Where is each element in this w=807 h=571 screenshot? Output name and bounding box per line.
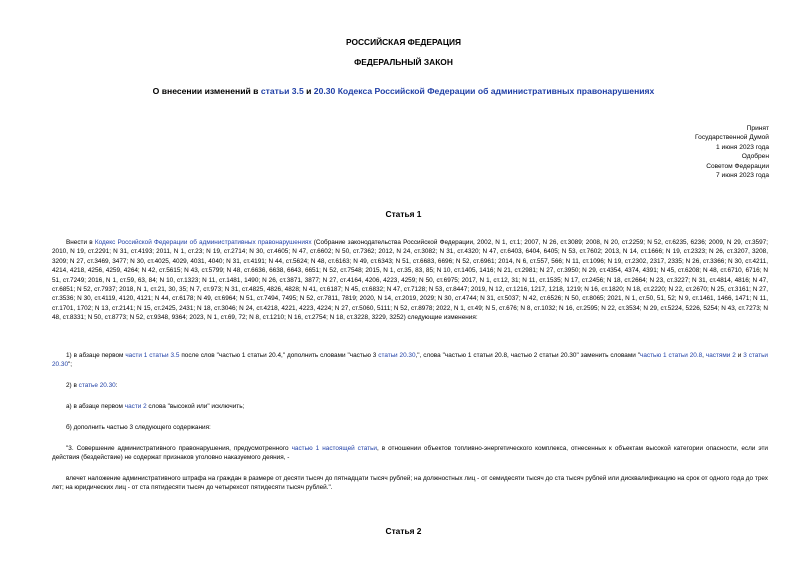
quote-post: , в отношении объектов топливно-энергетического комплекса, отнесенных к объектам высокой категории опасности, если эти действия (бездействие) не содержат признаков уголовно наказуемого деяния, - bbox=[52, 445, 768, 462]
item-1-link-parts2[interactable]: частями 2 bbox=[705, 352, 736, 359]
item-2-link-art20-30[interactable]: статье 20.30 bbox=[78, 382, 116, 389]
adopted-by: Государственной Думой bbox=[695, 134, 769, 142]
law-type-heading: ФЕДЕРАЛЬНЫЙ ЗАКОН bbox=[354, 57, 453, 67]
item-2a bbox=[52, 402, 768, 411]
article-2-title: Статья 2 bbox=[385, 526, 422, 536]
item-1-link-part1-art20-8[interactable]: частью 1 статьи 20.8 bbox=[639, 352, 703, 359]
subject-link-article-3-5[interactable]: статьи 3.5 bbox=[260, 86, 304, 96]
item-1-link-part3-art20-30[interactable]: 3 статьи 20.30 bbox=[52, 352, 768, 369]
federation-heading: РОССИЙСКАЯ ФЕДЕРАЦИЯ bbox=[345, 37, 462, 47]
item-2b: б) дополнить частью 3 следующего содержания: bbox=[66, 424, 211, 431]
item-2 bbox=[52, 381, 768, 390]
adopted-label: Принят bbox=[746, 125, 769, 132]
law-subject bbox=[0, 86, 807, 96]
subject-mid: и bbox=[303, 86, 314, 96]
item-1-mid4: и bbox=[735, 352, 744, 359]
quote-link-part1[interactable]: частью 1 настоящей статьи bbox=[291, 445, 377, 452]
item-1-post: "; bbox=[68, 361, 73, 369]
adoption-block bbox=[695, 124, 769, 180]
item-1-link-art20-30[interactable]: статьи 20.30 bbox=[378, 352, 416, 359]
adopted-date: 1 июня 2023 года bbox=[716, 143, 769, 151]
item-1-mid3: , bbox=[702, 352, 706, 359]
intro-prefix: Внести в bbox=[66, 239, 95, 246]
item-2a-prefix: а) в абзаце первом bbox=[66, 403, 125, 410]
item-2-post: : bbox=[115, 382, 118, 389]
approved-label: Одобрен bbox=[741, 153, 769, 161]
article-1-title: Статья 1 bbox=[385, 209, 422, 219]
penalty-paragraph: влечет наложение административного штрафа на граждан в размере от десяти тысяч до пятнадцати тысяч рублей; на должностных лиц - от семидесяти тысяч до ста тысяч рублей или дисквалификацию на срок от одного года до трех лет; на юридических лиц - от ста пятидесяти тысяч до четырехсот пятидесяти тысяч рублей.". bbox=[52, 475, 768, 492]
item-2-prefix: 2) в bbox=[66, 382, 79, 389]
subject-link-article-20-30[interactable]: 20.30 Кодекса Российской Федерации об административных правонарушениях bbox=[313, 86, 655, 96]
subject-prefix: О внесении изменений в bbox=[152, 86, 261, 96]
quote-prefix: "3. Совершение административного правонарушения, предусмотренного bbox=[66, 445, 292, 452]
item-1-link-part1-art3-5[interactable]: части 1 статьи 3.5 bbox=[125, 352, 180, 359]
item-1-mid2: ,", слова "частью 1 статьи 20.8, частью 2 статьи 20.30" заменить словами " bbox=[415, 352, 640, 359]
intro-code-link[interactable]: Кодекс Российской Федерации об административных правонарушениях bbox=[94, 239, 312, 246]
item-2a-link-part2[interactable]: части 2 bbox=[124, 403, 147, 410]
new-part-3-quote bbox=[52, 444, 768, 463]
item-2a-post: слова "высокой или" исключить; bbox=[146, 403, 245, 410]
item-1-prefix: 1) в абзаце первом bbox=[66, 352, 126, 359]
item-1-mid: после слов "частью 1 статьи 20.4," дополнить словами "частью 3 bbox=[179, 352, 379, 359]
intro-sources: (Собрание законодательства Российской Федерации, 2002, N 1, ст.1; 2007, N 26, ст.3089; 2008, N 20, ст.2259; N 52, ст.6235, 6236; 2009, N 29, ст.3597; 2010, N 19, ст.2291; N 31, ст.4193; 2011, N 1, ст.23; N 19, ст.2714; N 30, ст.4605; N 47, ст.6602; N 50, ст.7362; 2012, N 24, ст.3082; N 31, ст.4320; N 47, ст.6403, 6404, 6405; N 53, ст.7602; 2013, N 14, ст.1666; N 19, ст.2323; N 26, ст.3207, 3208, 3209; N 27, ст.3469, 3477; N 30, ст.4025, 4029, 4031, 4040; N 31, ст.4191; N 44, ст.5624; N 48, ст.6163; N 49, ст.6343; N 51, ст.6683, 6696; N 52, ст.6961; 2014, N 6, ст.557, 566; N 11, ст.1096; N 19, ст.2302, 2317, 2335; N 26, ст.3366; N 30, ст.4211, 4214, 4218, 4256, 4259, 4264; N 42, ст.5615; N 43, ст.5799; N 48, ст.6636, 6638, 6643, 6651; N 52, ст.7548; 2015, N 1, ст.35, 83, 85; N 10, ст.1405, 1416; N 21, ст.2981; N 27, ст.3950; N 29, ст.4354, 4374, 4391; N 45, ст.6208; N 48, ст.6710, 6716; N 51, ст.7249; 2016, N 1, ст.59, 63, 84; N 10, ст.1323; N 11, ст.1481, 1490; N 26, ст.3871, 3877; N 27, ст.4164, 4206, 4223, 4259; N 50, ст.6975; 2017, N 1, ст.12, 31; N 11, ст.1535; N 17, ст.2456; N 18, ст.2664; N 23, ст.3227; N 31, ст.4814, 4816; N 47, ст.6851; N 52, ст.7937; 2018, N 1, ст.21, 30, 35; N 7, ст.973; N 31, ст.4825, 4826, 4828; N 41, ст.6187; N 45, ст.6832; N 47, ст.7128; N 53, ст.8447; 2019, N 12, ст.1216, 1217, 1218, 1219; N 16, ст.1820; N 18, ст.2220; N 22, ст.2670; N 25, ст.3161; N 27, ст.3536; N 30, ст.4119, 4120, 4121; N 44, ст.6178; N 49, ст.6964; N 51, ст.7494, 7495; N 52, ст.7811, 7819; 2020, N 14, ст.2019, 2029; N 30, ст.4744; N 31, ст.5037; N 42, ст.6526; N 50, ст.8065; 2021, N 1, ст.50, 51, 52; N 9, ст.1461, 1466, 1471; N 11, ст.1701, 1702; N 13, ст.2141; N 15, ст.2425, 2431; N 18, ст.3046; N 24, ст.4218, 4221, 4223, 4224; N 27, ст.5060, 5111; N 52, ст.8978; 2022, N 1, ст.49; N 5, ст.676; N 8, ст.1032; N 16, ст.2595; N 22, ст.3534; N 29, ст.5224, 5226, 5254; N 43, ст.7273; N 48, ст.8331; N 50, ст.8773; N 52, ст.9348, 9364; 2023, N 1, ст.69, 72; N 8, ст.1210; N 16, ст.2754; N 18, ст.3228, 3229, 3252) следующие изменения: bbox=[52, 239, 768, 322]
approved-date: 7 июня 2023 года bbox=[716, 172, 769, 180]
article-1-intro bbox=[52, 238, 768, 323]
item-1 bbox=[52, 351, 768, 370]
approved-by: Советом Федерации bbox=[706, 162, 769, 170]
